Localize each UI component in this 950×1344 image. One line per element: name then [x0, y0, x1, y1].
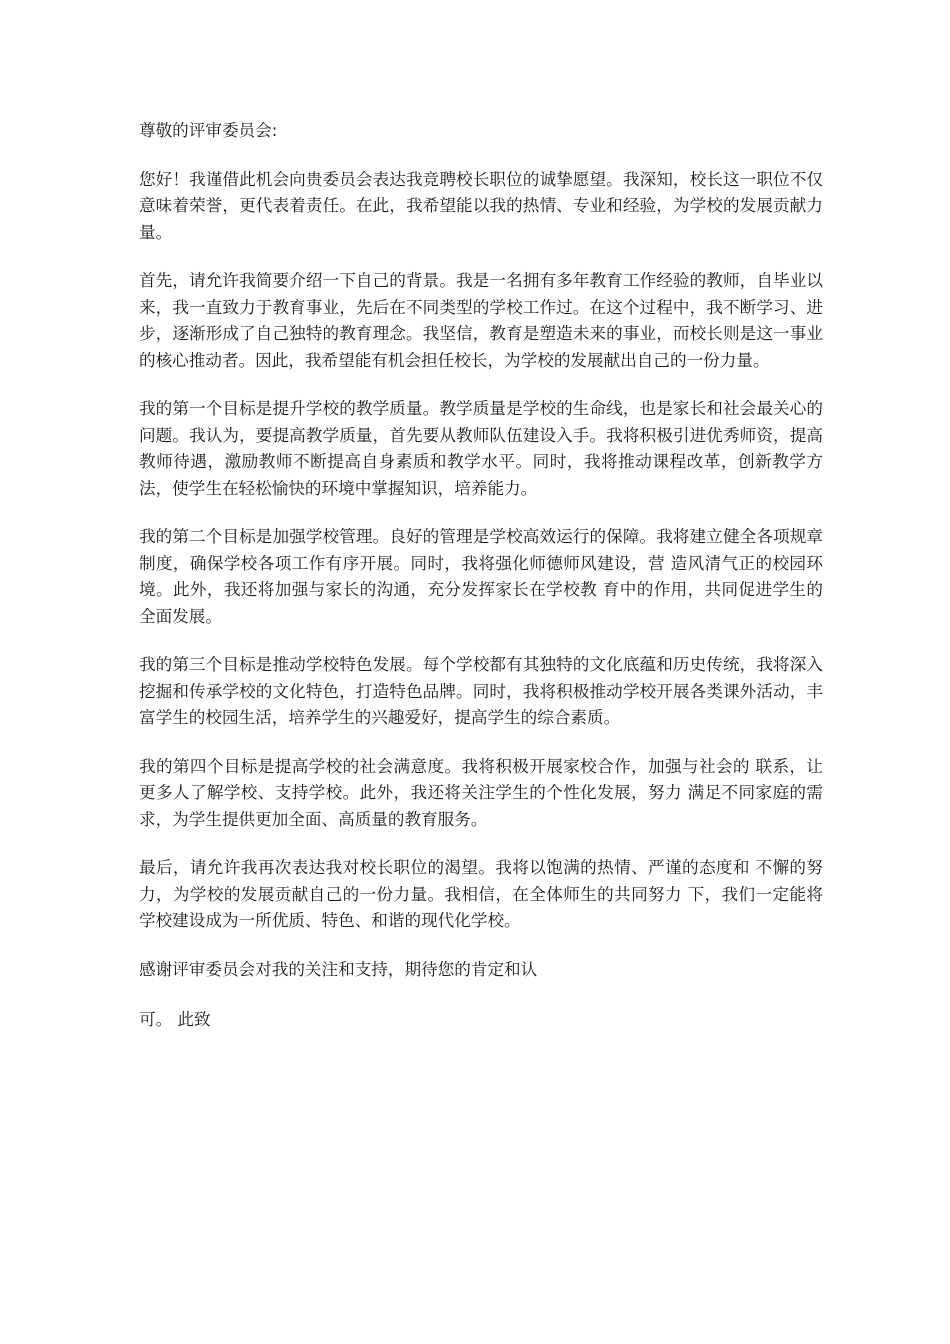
paragraph-goal-one: 我的第一个目标是提升学校的教学质量。教学质量是学校的生命线，也是家长和社会最关心的问题。我认为，要提高教学质量，首先要从教师队伍建设入手。我将积极引进优秀师资，提高教师待遇，激励教师不断提高自身素质和教学水平。同时，我将推动课程改革，创新教学方法，使学生在轻松愉快的环境中掌握知识，培养能力。 [139, 399, 823, 498]
closing-line: 可。 此致 [139, 1010, 211, 1029]
paragraph-greeting: 您好！我谨借此机会向贵委员会表达我竞聘校长职位的诚挚愿望。我深知，校长这一职位不仅意味着荣誉，更代表着责任。在此，我希望能以我的热情、专业和经验，为学校的发展贡献力量。 [139, 169, 823, 242]
paragraph-goal-four: 我的第四个目标是提高学校的社会满意度。我将积极开展家校合作，加强与社会的 联系，让更多人了解学校、支持学校。此外，我还将关注学生的个性化发展，努力 满足不同家庭的需求，为学生提供更加全面、高质量的教育服务。 [139, 756, 823, 829]
paragraph-goal-two: 我的第二个目标是加强学校管理。良好的管理是学校高效运行的保障。我将建立健全各项规章制度，确保学校各项工作有序开展。同时，我将强化师德师风建设，营 造风清气正的校园环境。此外，我还将加强与家长的沟通，充分发挥家长在学校教 育中的作用，共同促进学生的全面发展。 [139, 527, 823, 626]
letter-page [139, 118, 823, 1058]
paragraph-background: 首先，请允许我简要介绍一下自己的背景。我是一名拥有多年教育工作经验的教师，自毕业以来，我一直致力于教育事业，先后在不同类型的学校工作过。在这个过程中，我不断学习、进步，逐渐形成了自己独特的教育理念。我坚信，教育是塑造未来的事业，而校长则是这一事业的核心推动者。因此，我希望能有机会担任校长，为学校的发展献出自己的一份力量。 [139, 271, 823, 370]
paragraph-conclusion: 最后，请允许我再次表达我对校长职位的渴望。我将以饱满的热情、严谨的态度和 不懈的努力，为学校的发展贡献自己的一份力量。我相信，在全体师生的共同努力 下，我们一定能将学校建设成为一所优质、特色、和谐的现代化学校。 [139, 858, 823, 930]
salutation: 尊敬的评审委员会: [139, 121, 278, 140]
paragraph-goal-three: 我的第三个目标是推动学校特色发展。每个学校都有其独特的文化底蕴和历史传统，我将深入挖掘和传承学校的文化特色，打造特色品牌。同时，我将积极推动学校开展各类课外活动，丰富学生的校园生活，培养学生的兴趣爱好，提高学生的综合素质。 [139, 655, 823, 727]
thanks-line: 感谢评审委员会对我的关注和支持，期待您的肯定和认 [139, 959, 538, 979]
